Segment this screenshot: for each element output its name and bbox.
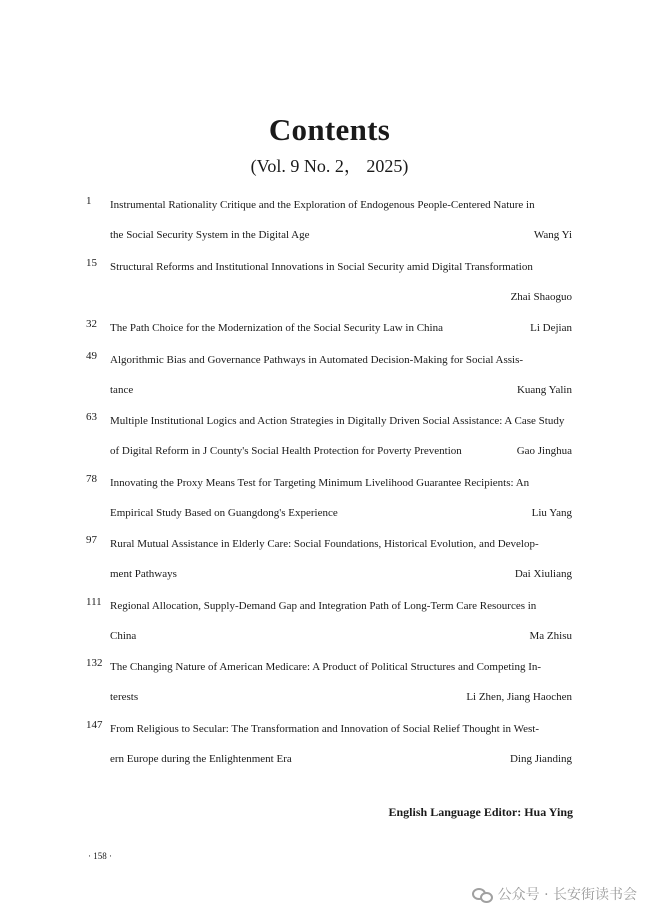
toc-title-line: Regional Allocation, Supply-Demand Gap and Integration Path of Long-Term Care Resources in <box>110 599 537 612</box>
toc-entry <box>86 719 576 781</box>
watermark <box>472 884 637 904</box>
toc-title-line: From Religious to Secular: The Transformation and Innovation of Social Relief Thought in West- <box>110 722 539 735</box>
toc-entry <box>86 411 576 473</box>
toc-author: Dai Xiuliang <box>514 568 572 580</box>
toc-title-line: tance Kuang Yalin <box>110 380 576 410</box>
issue-info: (Vol. 9 No. 2， 2025) <box>250 156 409 176</box>
toc-author: Zhai Shaoguo <box>510 290 572 303</box>
toc-title-line: The Changing Nature of American Medicare: A Product of Political Structures and Competing In- <box>110 661 542 673</box>
toc-author: Li Dejian <box>530 322 572 334</box>
toc-title-line: Structural Reforms and Institutional Innovations in Social Security amid Digital Transformation <box>110 260 533 273</box>
toc-entry <box>86 596 576 658</box>
toc-author: Ding Jianding <box>509 752 572 765</box>
editor-credit: English Language Editor: Hua Ying <box>388 805 573 819</box>
toc-title-line: The Path Choice for the Modernization of the Social Security Law in China Li Dejian <box>110 318 576 348</box>
toc-author: Kuang Yalin <box>516 383 572 396</box>
toc-title-line: Instrumental Rationality Critique and the Exploration of Endogenous People-Centered Nature in <box>110 199 535 211</box>
toc-title-line: Innovating the Proxy Means Test for Targeting Minimum Livelihood Guarantee Recipients: An <box>110 476 530 489</box>
toc-title-line: terests Li Zhen, Jiang Haochen <box>110 687 576 717</box>
page-title: Contents <box>268 112 391 147</box>
toc-entry <box>86 473 576 535</box>
toc-page-number: 97 <box>86 534 97 546</box>
toc-title-line: Rural Mutual Assistance in Elderly Care: Social Foundations, Historical Evolution, and Develop- <box>110 538 539 550</box>
toc-title-line: ment Pathways Dai Xiuliang <box>110 564 576 594</box>
wechat-icon <box>472 887 492 901</box>
toc-author: Wang Yi <box>533 229 572 241</box>
toc-page-number: 1 <box>86 195 92 207</box>
toc-page-number: 111 <box>86 595 102 608</box>
toc-title-line: Multiple Institutional Logics and Action Strategies in Digitally Driven Social Assistance: A Case Study <box>110 415 565 427</box>
toc-author: Gao Jinghua <box>516 445 572 457</box>
entry-spacer <box>86 779 576 781</box>
toc-page-number: 15 <box>86 256 97 269</box>
toc-title-line: of Digital Reform in J County's Social Health Protection for Poverty Prevention Gao Jinghua <box>110 441 576 471</box>
toc-page-number: 78 <box>86 472 97 485</box>
toc-entry <box>86 195 576 257</box>
toc-page-number: 132 <box>86 657 103 669</box>
toc-author-line <box>110 287 576 317</box>
toc-author: Li Zhen, Jiang Haochen <box>466 691 572 703</box>
toc-entry <box>86 257 576 319</box>
toc-author: Liu Yang <box>531 506 572 519</box>
toc-entry <box>86 657 576 719</box>
toc-page-number: 32 <box>86 318 97 330</box>
toc-title-line: ern Europe during the Enlightenment Era Ding Jianding <box>110 749 576 779</box>
toc-page-number: 63 <box>86 411 97 423</box>
toc-title-line: Algorithmic Bias and Governance Pathways in Automated Decision-Making for Social Assis- <box>110 353 524 366</box>
toc-title-line: the Social Security System in the Digital Age Wang Yi <box>110 225 576 255</box>
toc-title-line: China Ma Zhisu <box>110 626 576 656</box>
page-folio: · 158 · <box>88 851 112 861</box>
toc-entry <box>86 534 576 596</box>
toc-page-number: 147 <box>86 718 103 731</box>
toc-author: Ma Zhisu <box>529 629 572 642</box>
watermark-text: 公众号 · 长安街读书会 <box>497 887 637 903</box>
toc-entry <box>86 318 576 350</box>
toc-page-number: 49 <box>86 349 97 362</box>
table-of-contents <box>86 195 576 780</box>
toc-entry <box>86 350 576 412</box>
toc-title-line: Empirical Study Based on Guangdong's Experience Liu Yang <box>110 503 576 533</box>
